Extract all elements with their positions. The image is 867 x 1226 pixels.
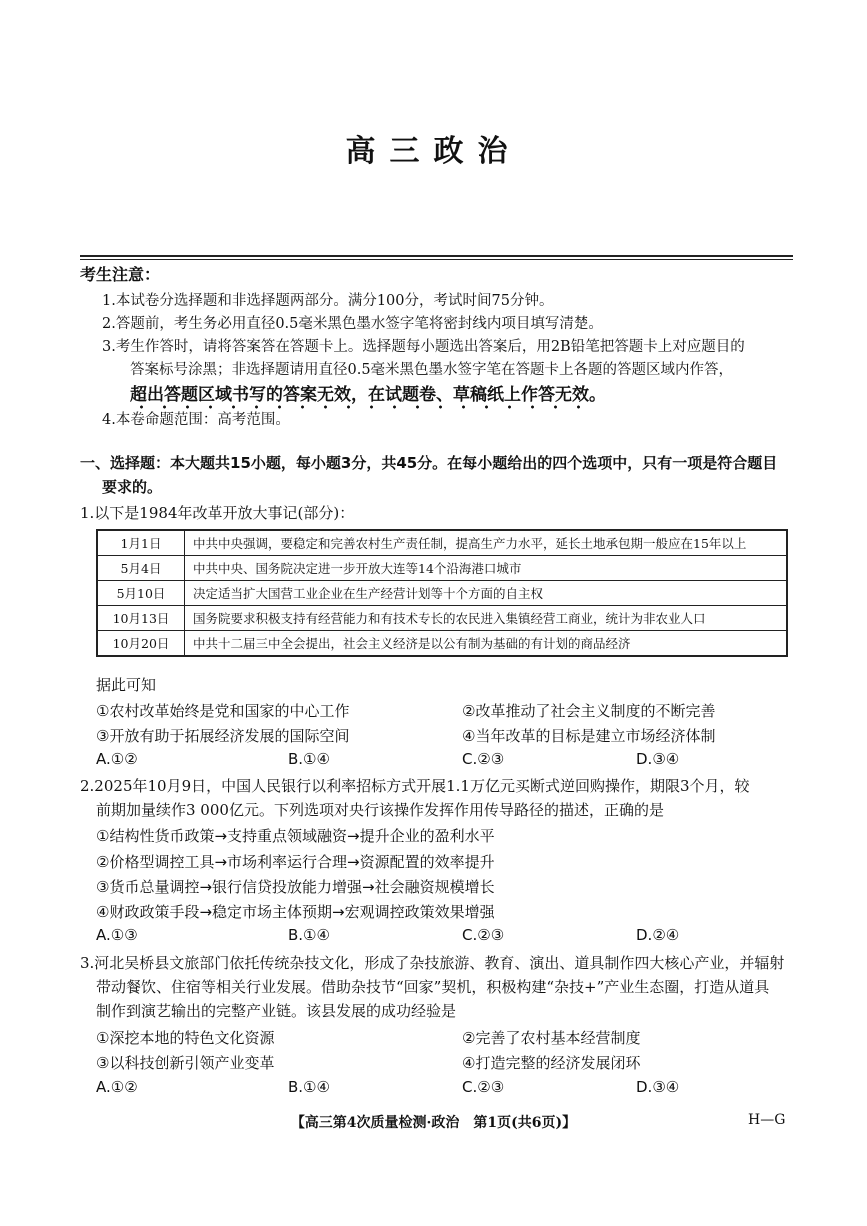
notice-item: 4.本卷命题范围：高考范围。 — [102, 412, 290, 428]
statement-2: ②完善了农村基本经营制度 — [462, 1029, 641, 1047]
table-row — [97, 581, 787, 606]
table-row — [97, 631, 787, 657]
statement-1: ①农村改革始终是党和国家的中心工作 — [96, 702, 350, 720]
section-heading: 一、选择题：本大题共15小题，每小题3分，共45分。在每小题给出的四个选项中，只有一项是符合题目 — [80, 454, 778, 472]
table-cell-event: 中共十二届三中全会提出，社会主义经济是以公有制为基础的有计划的商品经济 — [185, 631, 788, 657]
question-2-stem: 2.2025年10月9日，中国人民银行以利率招标方式开展1.1万亿元买断式逆回购操作，期限3个月，较 — [80, 777, 750, 795]
table-cell-date: 5月4日 — [97, 556, 185, 581]
table-row — [97, 606, 787, 631]
option-a: A.①③ — [96, 926, 138, 944]
option-b: B.①④ — [288, 1078, 330, 1096]
option-b: B.①④ — [288, 750, 330, 768]
table-cell-date: 10月20日 — [97, 631, 185, 657]
statement-2: ②改革推动了社会主义制度的不断完善 — [462, 702, 716, 720]
option-c: C.②③ — [462, 750, 505, 768]
page-footer: 【高三第4次质量检测·政治 第1页(共6页)】 — [290, 1115, 577, 1131]
table-cell-event: 决定适当扩大国营工业企业在生产经营计划等十个方面的自主权 — [185, 581, 788, 606]
notice-item: 2.答题前，考生务必用直径0.5毫米黑色墨水签字笔将密封线内项目填写清楚。 — [102, 316, 603, 332]
notice-heading: 考生注意： — [80, 265, 161, 284]
question-1-stem: 1.以下是1984年改革开放大事记(部分)： — [80, 504, 355, 522]
statement-3: ③货币总量调控→银行信贷投放能力增强→社会融资规模增长 — [96, 878, 495, 896]
question-3-stem: 3.河北吴桥县文旅部门依托传统杂技文化，形成了杂技旅游、教育、演出、道具制作四大核心产业，并辐射 — [80, 954, 785, 972]
option-a: A.①② — [96, 750, 138, 768]
statement-2: ②价格型调控工具→市场利率运行合理→资源配置的效率提升 — [96, 853, 495, 871]
table-cell-event: 中共中央强调，要稳定和完善农村生产责任制，提高生产力水平，延长土地承包期一般应在15年以上 — [185, 530, 788, 556]
option-d: D.②④ — [636, 926, 680, 944]
table-cell-date: 5月10日 — [97, 581, 185, 606]
table-row — [97, 530, 787, 556]
option-c: C.②③ — [462, 926, 505, 944]
notice-item: 答案标号涂黑；非选择题请用直径0.5毫米黑色墨水签字笔在答题卡上各题的答题区域内作答， — [130, 362, 734, 378]
table-cell-date: 10月13日 — [97, 606, 185, 631]
option-c: C.②③ — [462, 1078, 505, 1096]
statement-4: ④财政政策手段→稳定市场主体预期→宏观调控政策效果增强 — [96, 903, 495, 921]
question-1-lead: 据此可知 — [96, 676, 157, 694]
option-a: A.①② — [96, 1078, 138, 1096]
paper-code: H—G — [748, 1112, 786, 1128]
divider-line — [80, 255, 793, 257]
statement-4: ④打造完整的经济发展闭环 — [462, 1054, 641, 1072]
option-d: D.③④ — [636, 1078, 680, 1096]
statement-1: ①深挖本地的特色文化资源 — [96, 1029, 275, 1047]
notice-emphasis: 超出答题区域书写的答案无效，在试题卷、草稿纸上作答无效。 — [130, 385, 606, 405]
notice-item: 1.本试卷分选择题和非选择题两部分。满分100分，考试时间75分钟。 — [102, 293, 554, 309]
table-cell-event: 中共中央、国务院决定进一步开放大连等14个沿海港口城市 — [185, 556, 788, 581]
table-row — [97, 556, 787, 581]
events-table — [96, 529, 788, 657]
section-heading-cont: 要求的。 — [102, 478, 163, 496]
question-2-stem-cont: 前期加量续作3 000亿元。下列选项对央行该操作发挥作用传导路径的描述，正确的是 — [96, 801, 664, 819]
statement-3: ③开放有助于拓展经济发展的国际空间 — [96, 727, 350, 745]
statement-1: ①结构性货币政策→支持重点领域融资→提升企业的盈利水平 — [96, 827, 495, 845]
table-cell-event: 国务院要求积极支持有经营能力和有技术专长的农民进入集镇经营工商业，统计为非农业人口 — [185, 606, 788, 631]
option-d: D.③④ — [636, 750, 680, 768]
page-title: 高三政治 — [345, 134, 522, 169]
table-cell-date: 1月1日 — [97, 530, 185, 556]
statement-3: ③以科技创新引领产业变革 — [96, 1054, 275, 1072]
divider-line-thin — [80, 259, 793, 260]
question-3-stem-cont2: 制作到演艺输出的完整产业链。该县发展的成功经验是 — [96, 1002, 457, 1020]
question-3-stem-cont: 带动餐饮、住宿等相关行业发展。借助杂技节“回家”契机，积极构建“杂技+”产业生态圈，打造从道具 — [96, 978, 770, 996]
option-b: B.①④ — [288, 926, 330, 944]
statement-4: ④当年改革的目标是建立市场经济体制 — [462, 727, 716, 745]
notice-item: 3.考生作答时，请将答案答在答题卡上。选择题每小题选出答案后，用2B铅笔把答题卡上对应题目的 — [102, 339, 745, 355]
